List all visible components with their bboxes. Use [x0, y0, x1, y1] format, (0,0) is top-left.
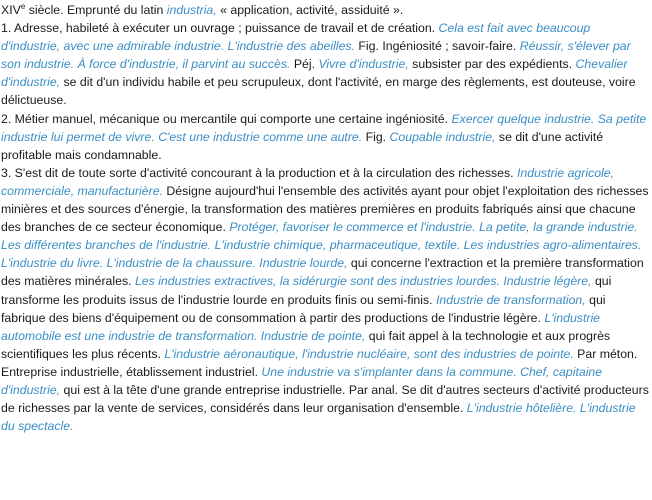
example-text: Cela est fait avec beaucoup d'industrie, avec une admirable industrie. L'industrie des abeilles. [1, 21, 591, 54]
definition-text: Péj. [290, 57, 319, 72]
definition-text: Fig. Ingéniosité ; savoir-faire. [355, 39, 520, 54]
definition-text: qui transforme les produits issus de l'industrie lourde en produits finis ou semi-finis. [1, 274, 612, 307]
definition-text: qui fabrique des biens d'équipement ou de consommation à partir des productions de l'industrie légère. [1, 292, 606, 325]
example-text: Chevalier d'industrie, [1, 57, 628, 90]
definition-text: XIV [1, 3, 21, 17]
example-text: Une industrie va s'implanter dans la commune. Chef, capitaine d'industrie, [1, 364, 603, 397]
example-text: Industrie agricole, commerciale, manufacturière. [1, 165, 615, 198]
example-text: L'industrie hôtelière. L'industrie du spectacle. [1, 401, 636, 434]
example-text: Coupable industrie, [389, 129, 496, 144]
definition-text: Désigne aujourd'hui l'ensemble des activités ayant pour objet l'exploitation des richesses minières et des sources d'énergie, la transformation des matières premières en produits fabriqués ainsi que chacune des branches de ce secteur économique. [1, 183, 649, 235]
example-text: Réussir, s'élever par son industrie. À force d'industrie, il parvint au succès. [1, 39, 631, 72]
example-text: Exercer quelque industrie. Sa petite industrie lui permet de vivre. C'est une industrie comme une autre. [1, 111, 647, 144]
paragraph-sense-1 [1, 19, 651, 109]
example-text: industria, [166, 3, 217, 17]
paragraph-sense-3 [1, 164, 651, 435]
definition-text: qui est à la tête d'une grande entreprise industrielle. Par anal. Se dit d'autres secteurs d'activité producteurs de richesses par la vente de services, considérés dans leur organisation d'ensemble. [1, 382, 649, 416]
definition-text: 2. Métier manuel, mécanique ou mercantile qui comporte une certaine ingéniosité. [1, 111, 452, 126]
paragraph-etymology [1, 1, 651, 19]
example-text: Protéger, favoriser le commerce et l'industrie. La petite, la grande industrie. Les différentes branches de l'industrie. L'industrie chimique, pharmaceutique, textile. Les industries agro-alimentaires. L'industrie du livre. L'industrie de la chaussure. Industrie lourde, [1, 220, 642, 271]
example-text: L'industrie automobile est une industrie de transformation. Industrie de pointe, [1, 310, 601, 343]
definition-text: qui fait appel à la technologie et aux progrès scientifiques les plus récents. [1, 328, 611, 361]
definition-text: subsister par des expédients. [408, 57, 576, 72]
example-text: Vivre d'industrie, [318, 57, 409, 72]
definition-text: se dit d'une activité profitable mais condamnable. [1, 129, 604, 162]
definition-text: qui concerne l'extraction et la première transformation des matières minérales. [1, 256, 644, 289]
definition-text: Fig. [362, 129, 390, 144]
definition-text: se dit d'un individu habile et peu scrupuleux, dont l'activité, en marge des règlements, est douteuse, voire délictueuse. [1, 75, 636, 108]
definition-text: « application, activité, assiduité ». [216, 3, 404, 17]
example-text: Industrie de transformation, [436, 292, 586, 307]
definition-text: Par méton. Entreprise industrielle, établissement industriel. [1, 346, 638, 379]
example-text: L'industrie aéronautique, l'industrie nucléaire, sont des industries de pointe. [164, 346, 574, 361]
superscript: e [20, 1, 26, 11]
definition-text: siècle. Emprunté du latin [25, 3, 167, 17]
definition-text: 3. S'est dit de toute sorte d'activité concourant à la production et à la circulation des richesses. [1, 165, 517, 180]
definition-text: 1. Adresse, habileté à exécuter un ouvrage ; puissance de travail et de création. [1, 21, 439, 36]
example-text: Les industries extractives, la sidérurgie sont des industries lourdes. Industrie légère, [134, 274, 592, 289]
paragraph-sense-2 [1, 110, 651, 164]
